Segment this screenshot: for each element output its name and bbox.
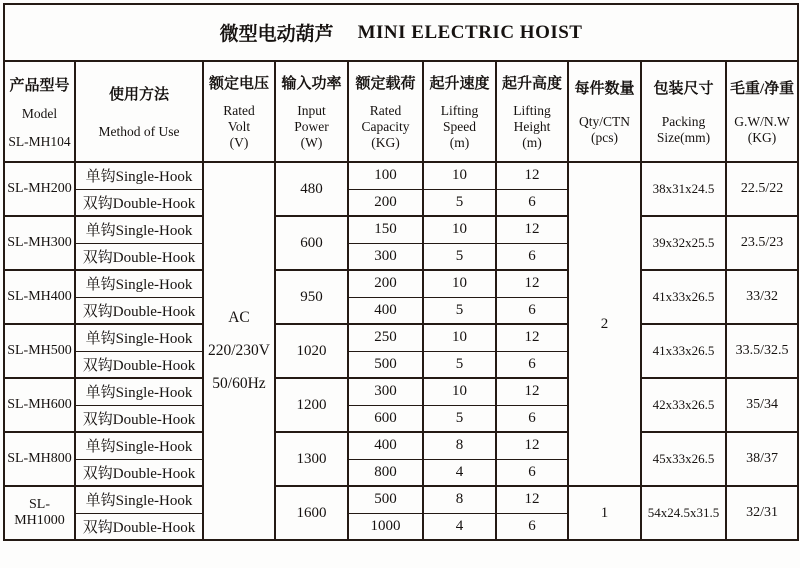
header-method-cn: 使用方法 (108, 86, 169, 103)
table-row (4, 486, 798, 513)
model-cell: SL-MH600 (4, 378, 75, 432)
column-header-method (75, 61, 203, 162)
height-cell: 12 (496, 432, 568, 459)
capacity-cell: 600 (348, 405, 423, 432)
header-method-en: Method of Use (98, 124, 180, 140)
capacity-cell: 400 (348, 297, 423, 324)
speed-cell: 5 (423, 189, 496, 216)
method-cell: 单钩Single-Hook (75, 162, 203, 189)
method-cell: 双钩Double-Hook (75, 297, 203, 324)
qty-cell-upper: 2 (568, 162, 641, 486)
height-cell: 12 (496, 270, 568, 297)
weight-cell: 32/31 (726, 486, 798, 540)
title-english: MINI ELECTRIC HOIST (357, 21, 583, 43)
capacity-cell: 800 (348, 459, 423, 486)
speed-cell: 10 (423, 324, 496, 351)
header-height-cn: 起升高度 (501, 76, 562, 93)
spec-table (3, 3, 799, 541)
power-cell: 950 (275, 270, 348, 324)
voltage-line3: 50/60Hz (212, 375, 266, 392)
capacity-cell: 200 (348, 189, 423, 216)
weight-cell: 33.5/32.5 (726, 324, 798, 378)
capacity-cell: 1000 (348, 513, 423, 540)
header-qty-cn: 每件数量 (574, 81, 635, 98)
speed-cell: 5 (423, 243, 496, 270)
height-cell: 6 (496, 189, 568, 216)
height-cell: 12 (496, 486, 568, 513)
capacity-cell: 300 (348, 378, 423, 405)
height-cell: 6 (496, 351, 568, 378)
packing-cell: 38x31x24.5 (641, 162, 726, 216)
speed-cell: 5 (423, 351, 496, 378)
table-row (4, 324, 798, 351)
header-weight-cn: 毛重/净重 (729, 81, 795, 98)
table-row (4, 270, 798, 297)
speed-cell: 10 (423, 216, 496, 243)
column-header-qty: 每件数量 Qty/CTN (pcs) (568, 61, 641, 162)
header-model-en: Model (21, 106, 58, 122)
header-model-cn: 产品型号 (9, 77, 70, 94)
column-header-speed: 起升速度 Lifting Speed (m) (423, 61, 496, 162)
height-cell: 6 (496, 405, 568, 432)
capacity-cell: 500 (348, 351, 423, 378)
speed-cell: 10 (423, 270, 496, 297)
table-row (4, 216, 798, 243)
header-row (4, 61, 798, 162)
column-header-volt: 额定电压 Rated Volt (V) (203, 61, 275, 162)
capacity-cell: 500 (348, 486, 423, 513)
title-row (4, 4, 798, 61)
column-header-capacity: 额定载荷 Rated Capacity (KG) (348, 61, 423, 162)
speed-cell: 8 (423, 486, 496, 513)
method-cell: 单钩Single-Hook (75, 324, 203, 351)
weight-cell: 23.5/23 (726, 216, 798, 270)
height-cell: 6 (496, 513, 568, 540)
packing-cell: 54x24.5x31.5 (641, 486, 726, 540)
method-cell: 单钩Single-Hook (75, 270, 203, 297)
model-cell: SL-MH500 (4, 324, 75, 378)
speed-cell: 10 (423, 162, 496, 189)
column-header-height: 起升高度 Lifting Height (m) (496, 61, 568, 162)
weight-cell: 35/34 (726, 378, 798, 432)
header-capacity-cn: 额定载荷 (355, 76, 416, 93)
method-cell: 双钩Double-Hook (75, 243, 203, 270)
capacity-cell: 200 (348, 270, 423, 297)
method-cell: 单钩Single-Hook (75, 216, 203, 243)
voltage-cell (203, 162, 275, 540)
power-cell: 1020 (275, 324, 348, 378)
speed-cell: 5 (423, 405, 496, 432)
model-cell: SL-MH400 (4, 270, 75, 324)
capacity-cell: 400 (348, 432, 423, 459)
height-cell: 6 (496, 243, 568, 270)
packing-cell: 42x33x26.5 (641, 378, 726, 432)
method-cell: 双钩Double-Hook (75, 459, 203, 486)
header-model-code: SL-MH104 (8, 133, 71, 149)
height-cell: 6 (496, 459, 568, 486)
speed-cell: 10 (423, 378, 496, 405)
weight-cell: 22.5/22 (726, 162, 798, 216)
height-cell: 12 (496, 378, 568, 405)
power-cell: 480 (275, 162, 348, 216)
voltage-line2: 220/230V (208, 342, 270, 359)
power-cell: 1600 (275, 486, 348, 540)
model-cell: SL-MH1000 (4, 486, 75, 540)
speed-cell: 4 (423, 459, 496, 486)
height-cell: 12 (496, 162, 568, 189)
capacity-cell: 300 (348, 243, 423, 270)
power-cell: 1300 (275, 432, 348, 486)
table-row (4, 378, 798, 405)
model-cell: SL-MH800 (4, 432, 75, 486)
model-cell: SL-MH300 (4, 216, 75, 270)
weight-cell: 33/32 (726, 270, 798, 324)
packing-cell: 41x33x26.5 (641, 270, 726, 324)
header-power-cn: 输入功率 (281, 76, 342, 93)
height-cell: 12 (496, 216, 568, 243)
packing-cell: 45x33x26.5 (641, 432, 726, 486)
packing-cell: 41x33x26.5 (641, 324, 726, 378)
table-row (4, 432, 798, 459)
header-volt-cn: 额定电压 (208, 76, 269, 93)
table-row (4, 162, 798, 189)
column-header-power: 输入功率 Input Power (W) (275, 61, 348, 162)
voltage-line1: AC (228, 309, 250, 326)
model-cell: SL-MH200 (4, 162, 75, 216)
method-cell: 双钩Double-Hook (75, 189, 203, 216)
method-cell: 双钩Double-Hook (75, 405, 203, 432)
column-header-weight: 毛重/净重 G.W/N.W (KG) (726, 61, 798, 162)
speed-cell: 5 (423, 297, 496, 324)
packing-cell: 39x32x25.5 (641, 216, 726, 270)
method-cell: 单钩Single-Hook (75, 486, 203, 513)
height-cell: 6 (496, 297, 568, 324)
power-cell: 600 (275, 216, 348, 270)
title-chinese: 微型电动葫芦 (219, 24, 334, 45)
column-header-model (4, 61, 75, 162)
height-cell: 12 (496, 324, 568, 351)
table-title (4, 4, 798, 61)
header-speed-cn: 起升速度 (429, 76, 490, 93)
capacity-cell: 250 (348, 324, 423, 351)
header-packing-cn: 包装尺寸 (653, 81, 714, 98)
method-cell: 双钩Double-Hook (75, 513, 203, 540)
power-cell: 1200 (275, 378, 348, 432)
column-header-packing: 包装尺寸 Packing Size(mm) (641, 61, 726, 162)
speed-cell: 4 (423, 513, 496, 540)
method-cell: 单钩Single-Hook (75, 378, 203, 405)
capacity-cell: 150 (348, 216, 423, 243)
speed-cell: 8 (423, 432, 496, 459)
method-cell: 单钩Single-Hook (75, 432, 203, 459)
method-cell: 双钩Double-Hook (75, 351, 203, 378)
capacity-cell: 100 (348, 162, 423, 189)
weight-cell: 38/37 (726, 432, 798, 486)
qty-cell-lower: 1 (568, 486, 641, 540)
